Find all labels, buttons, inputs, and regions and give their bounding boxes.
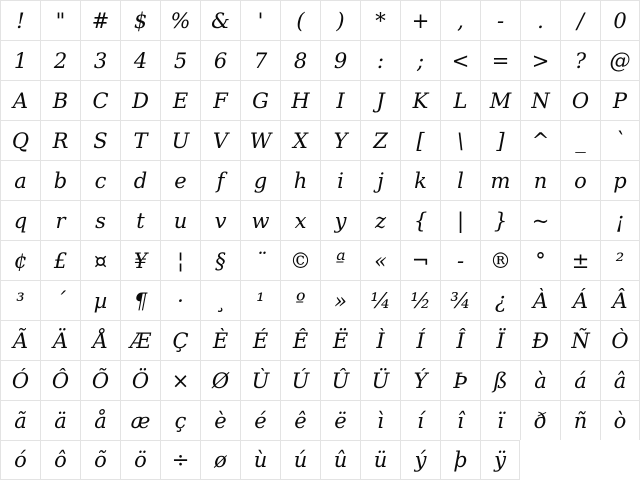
glyph-cell[interactable]: P [600,80,640,120]
glyph-cell[interactable]: 7 [240,40,280,80]
glyph-cell[interactable]: Ë [320,320,360,360]
glyph-cell[interactable]: " [40,0,80,40]
glyph-cell[interactable]: ² [600,240,640,280]
glyph-row [0,440,640,480]
glyph-cell[interactable]: õ [80,440,120,480]
glyph-cell[interactable]: ¶ [120,280,160,320]
glyph-cell[interactable]: é [240,400,280,440]
glyph-row [0,400,640,440]
glyph-cell[interactable]: * [360,0,400,40]
glyph-cell[interactable]: ^ [520,120,560,160]
glyph-cell[interactable]: ] [480,120,520,160]
glyph-cell[interactable]: < [440,40,480,80]
glyph-cell[interactable]: l [440,160,480,200]
glyph-cell[interactable]: z [360,200,400,240]
glyph-cell[interactable]: N [520,80,560,120]
glyph-cell[interactable]: _ [560,120,600,160]
glyph-cell[interactable]: Ý [400,360,440,400]
glyph-cell[interactable]: J [360,80,400,120]
glyph-cell[interactable]: $ [120,0,160,40]
glyph-cell[interactable]: ¹ [240,280,280,320]
glyph-cell[interactable]: þ [440,440,480,480]
glyph-cell[interactable]: & [200,0,240,40]
glyph-cell[interactable]: - [480,0,520,40]
glyph-cell[interactable]: É [240,320,280,360]
glyph-row [0,120,640,160]
glyph-cell[interactable]: « [360,240,400,280]
glyph-cell[interactable]: u [160,200,200,240]
empty-area [600,440,640,480]
glyph-cell[interactable]: ³ [0,280,40,320]
glyph-cell[interactable]: h [280,160,320,200]
glyph-cell[interactable]: 6 [200,40,240,80]
glyph-cell[interactable]: ¼ [360,280,400,320]
empty-area [520,440,560,480]
glyph-cell[interactable]: R [40,120,80,160]
glyph-cell[interactable]: ¾ [440,280,480,320]
glyph-cell[interactable]: D [120,80,160,120]
glyph-row [0,240,640,280]
glyph-cell[interactable]: ï [480,400,520,440]
glyph-cell[interactable]: ¨ [240,240,280,280]
glyph-cell[interactable]: C [80,80,120,120]
glyph-cell[interactable]: V [200,120,240,160]
glyph-cell[interactable]: g [240,160,280,200]
glyph-cell[interactable]: ö [120,440,160,480]
glyph-cell[interactable]: ¦ [160,240,200,280]
glyph-cell[interactable]: / [560,0,600,40]
glyph-cell[interactable]: 9 [320,40,360,80]
glyph-cell-blank[interactable] [560,200,600,240]
glyph-cell[interactable]: Í [400,320,440,360]
glyph-cell[interactable]: c [80,160,120,200]
glyph-cell[interactable]: K [400,80,440,120]
glyph-cell[interactable]: k [400,160,440,200]
glyph-cell[interactable]: Æ [120,320,160,360]
glyph-cell[interactable]: Ø [200,360,240,400]
glyph-cell[interactable]: M [480,80,520,120]
glyph-cell[interactable]: Ä [40,320,80,360]
glyph-cell[interactable]: ( [280,0,320,40]
glyph-cell[interactable]: ø [200,440,240,480]
glyph-cell[interactable]: ° [520,240,560,280]
glyph-cell[interactable]: ) [320,0,360,40]
glyph-cell[interactable]: > [520,40,560,80]
glyph-cell[interactable]: Õ [80,360,120,400]
glyph-row [0,40,640,80]
glyph-cell[interactable]: Â [600,280,640,320]
glyph-cell[interactable]: = [480,40,520,80]
glyph-cell[interactable]: d [120,160,160,200]
glyph-cell[interactable]: Ó [0,360,40,400]
glyph-cell[interactable]: 8 [280,40,320,80]
glyph-cell[interactable]: µ [80,280,120,320]
glyph-cell[interactable]: Ê [280,320,320,360]
glyph-cell[interactable]: } [480,200,520,240]
glyph-cell[interactable]: v [200,200,240,240]
glyph-cell[interactable]: ' [240,0,280,40]
glyph-cell[interactable]: O [560,80,600,120]
glyph-cell[interactable]: ® [480,240,520,280]
glyph-cell[interactable]: § [200,240,240,280]
glyph-cell[interactable]: ª [320,240,360,280]
glyph-cell[interactable]: j [360,160,400,200]
glyph-cell[interactable]: I [320,80,360,120]
glyph-cell[interactable]: - [440,240,480,280]
glyph-cell[interactable]: ¿ [480,280,520,320]
glyph-cell[interactable]: ß [480,360,520,400]
glyph-cell[interactable]: m [480,160,520,200]
glyph-cell[interactable]: 1 [0,40,40,80]
glyph-cell[interactable]: \ [440,120,480,160]
glyph-row [0,160,640,200]
glyph-cell[interactable]: â [600,360,640,400]
glyph-cell[interactable]: : [360,40,400,80]
glyph-cell[interactable]: Ò [600,320,640,360]
glyph-cell[interactable]: û [320,440,360,480]
glyph-row [0,320,640,360]
glyph-cell[interactable]: W [240,120,280,160]
glyph-cell[interactable]: ½ [400,280,440,320]
glyph-cell[interactable]: Þ [440,360,480,400]
glyph-cell[interactable]: í [400,400,440,440]
glyph-cell[interactable]: L [440,80,480,120]
glyph-cell[interactable]: æ [120,400,160,440]
glyph-cell[interactable]: 5 [160,40,200,80]
glyph-cell[interactable]: 0 [600,0,640,40]
glyph-cell[interactable]: r [40,200,80,240]
glyph-cell[interactable]: ä [40,400,80,440]
glyph-cell[interactable]: ã [0,400,40,440]
glyph-cell[interactable]: X [280,120,320,160]
glyph-cell[interactable]: { [400,200,440,240]
glyph-cell[interactable]: Q [0,120,40,160]
glyph-row [0,0,640,40]
glyph-cell[interactable]: ú [280,440,320,480]
glyph-cell[interactable]: » [320,280,360,320]
glyph-cell[interactable]: ¢ [0,240,40,280]
glyph-cell[interactable]: E [160,80,200,120]
glyph-cell[interactable]: e [160,160,200,200]
glyph-cell[interactable]: U [160,120,200,160]
empty-area [560,440,600,480]
glyph-row [0,200,640,240]
glyph-cell[interactable]: w [240,200,280,240]
glyph-cell[interactable]: p [600,160,640,200]
glyph-cell[interactable]: Ñ [560,320,600,360]
glyph-cell[interactable]: ë [320,400,360,440]
glyph-cell[interactable]: @ [600,40,640,80]
glyph-cell[interactable]: Û [320,360,360,400]
glyph-cell[interactable]: y [320,200,360,240]
glyph-cell[interactable]: B [40,80,80,120]
glyph-cell[interactable]: o [560,160,600,200]
glyph-cell[interactable]: q [0,200,40,240]
glyph-cell[interactable]: S [80,120,120,160]
glyph-cell[interactable]: G [240,80,280,120]
glyph-cell[interactable]: Ï [480,320,520,360]
glyph-cell[interactable]: ´ [40,280,80,320]
glyph-cell[interactable]: © [280,240,320,280]
glyph-cell[interactable]: ê [280,400,320,440]
glyph-cell[interactable]: º [280,280,320,320]
glyph-cell[interactable]: Z [360,120,400,160]
glyph-cell[interactable]: ù [240,440,280,480]
glyph-cell[interactable]: t [120,200,160,240]
glyph-cell[interactable]: ! [0,0,40,40]
glyph-row [0,280,640,320]
glyph-cell[interactable]: 2 [40,40,80,80]
glyph-cell[interactable]: ç [160,400,200,440]
glyph-cell[interactable]: Á [560,280,600,320]
glyph-row [0,80,640,120]
glyph-cell[interactable]: ñ [560,400,600,440]
glyph-cell[interactable]: i [320,160,360,200]
glyph-cell[interactable]: ÷ [160,440,200,480]
glyph-cell[interactable]: T [120,120,160,160]
glyph-cell[interactable]: ó [0,440,40,480]
glyph-cell[interactable]: n [520,160,560,200]
glyph-cell[interactable]: å [80,400,120,440]
glyph-cell[interactable]: H [280,80,320,120]
glyph-cell[interactable]: Ã [0,320,40,360]
glyph-cell[interactable]: | [440,200,480,240]
glyph-cell[interactable]: ì [360,400,400,440]
glyph-cell[interactable]: a [0,160,40,200]
glyph-cell[interactable]: 3 [80,40,120,80]
glyph-cell[interactable]: f [200,160,240,200]
glyph-cell[interactable]: ÿ [480,440,520,480]
glyph-cell[interactable]: ý [400,440,440,480]
glyph-cell[interactable]: Ô [40,360,80,400]
glyph-cell[interactable]: Ì [360,320,400,360]
glyph-cell[interactable]: b [40,160,80,200]
glyph-cell[interactable]: Ü [360,360,400,400]
glyph-cell[interactable]: è [200,400,240,440]
glyph-cell[interactable]: ô [40,440,80,480]
glyph-cell[interactable]: × [160,360,200,400]
glyph-cell[interactable]: x [280,200,320,240]
glyph-cell[interactable]: à [520,360,560,400]
glyph-cell[interactable]: Ð [520,320,560,360]
glyph-cell[interactable]: ; [400,40,440,80]
glyph-cell[interactable]: ¥ [120,240,160,280]
glyph-cell[interactable]: Ù [240,360,280,400]
glyph-cell[interactable]: , [440,0,480,40]
glyph-cell[interactable]: % [160,0,200,40]
glyph-cell[interactable]: Ç [160,320,200,360]
glyph-cell[interactable]: ? [560,40,600,80]
glyph-cell[interactable]: ò [600,400,640,440]
glyph-cell[interactable]: + [400,0,440,40]
glyph-cell[interactable]: ± [560,240,600,280]
glyph-cell[interactable]: À [520,280,560,320]
glyph-cell[interactable]: A [0,80,40,120]
glyph-cell[interactable]: ~ [520,200,560,240]
glyph-cell[interactable]: F [200,80,240,120]
glyph-cell[interactable]: 4 [120,40,160,80]
glyph-cell[interactable]: ¸ [200,280,240,320]
glyph-cell[interactable]: ð [520,400,560,440]
glyph-cell[interactable]: î [440,400,480,440]
glyph-cell[interactable]: . [520,0,560,40]
glyph-cell[interactable]: ¬ [400,240,440,280]
glyph-cell[interactable]: È [200,320,240,360]
glyph-cell[interactable]: Î [440,320,480,360]
glyph-cell[interactable]: £ [40,240,80,280]
glyph-cell[interactable]: Y [320,120,360,160]
glyph-cell[interactable]: ¤ [80,240,120,280]
glyph-cell[interactable]: á [560,360,600,400]
glyph-cell[interactable]: ¡ [600,200,640,240]
glyph-cell[interactable]: Ö [120,360,160,400]
glyph-cell[interactable]: s [80,200,120,240]
glyph-cell[interactable]: ü [360,440,400,480]
glyph-cell[interactable]: [ [400,120,440,160]
glyph-cell[interactable]: · [160,280,200,320]
glyph-cell[interactable]: ` [600,120,640,160]
glyph-cell[interactable]: # [80,0,120,40]
glyph-cell[interactable]: Å [80,320,120,360]
glyph-row [0,360,640,400]
glyph-cell[interactable]: Ú [280,360,320,400]
